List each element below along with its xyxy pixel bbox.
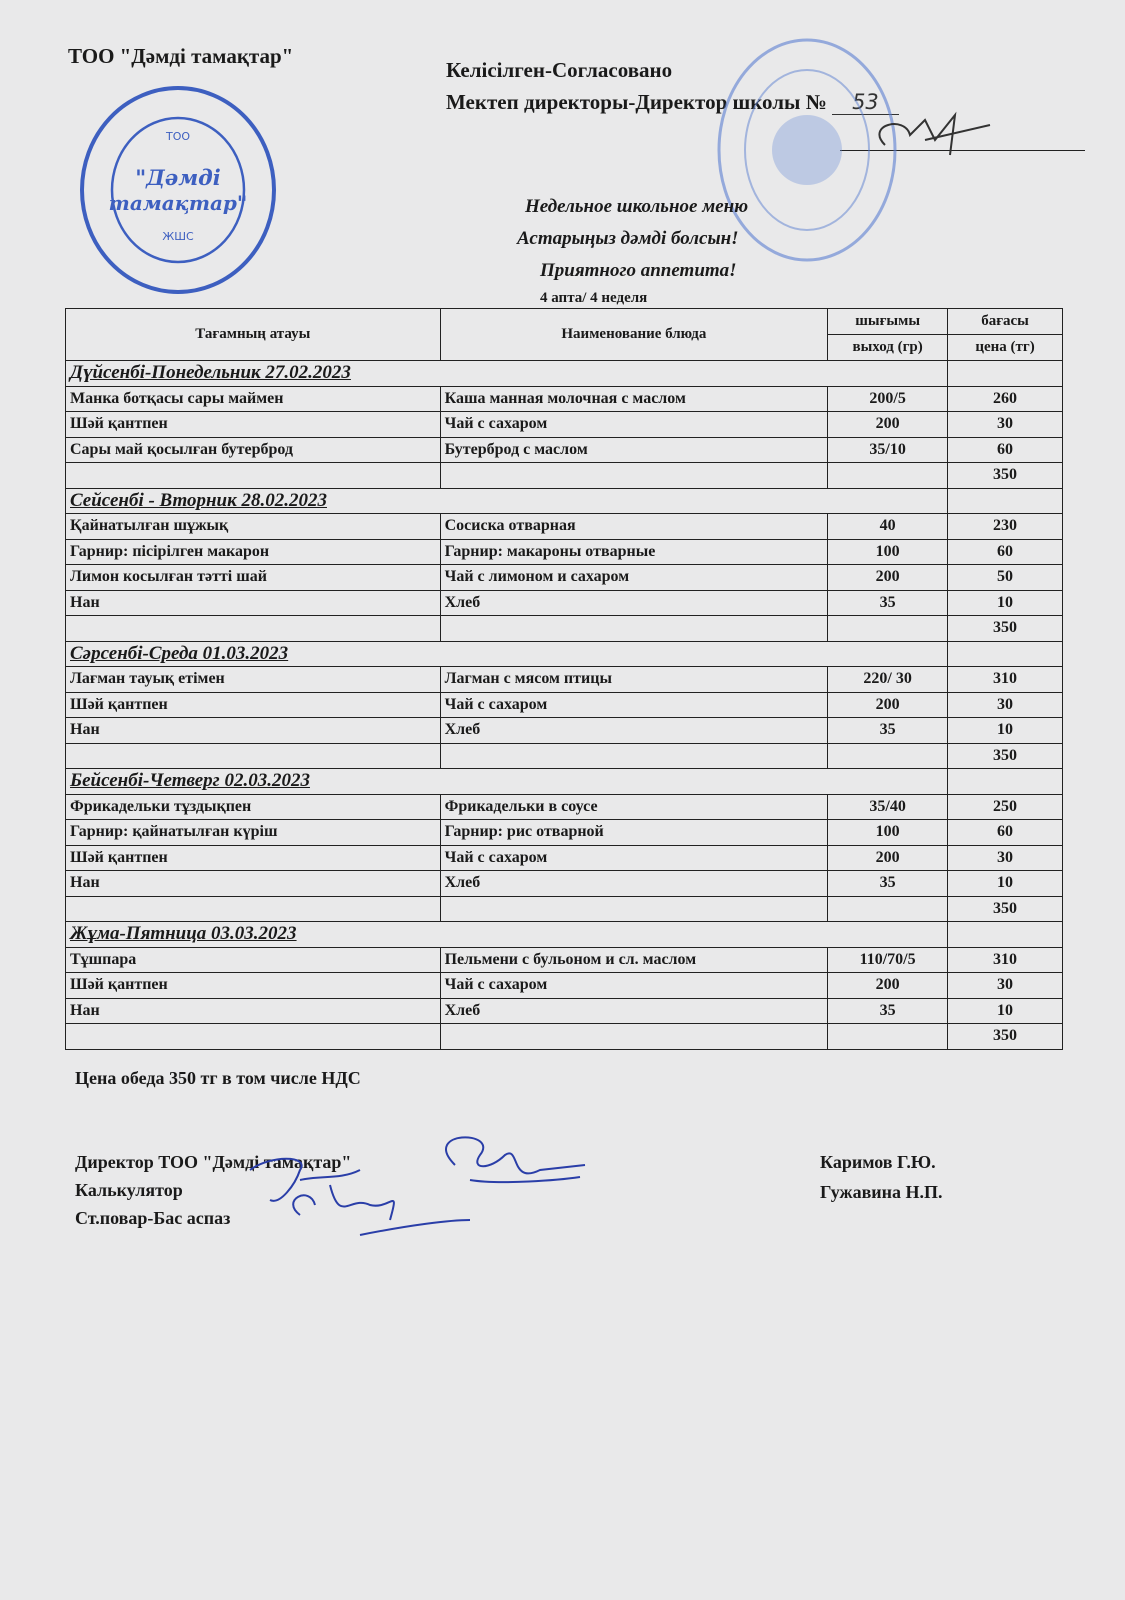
week-label: 4 апта/ 4 неделя bbox=[540, 290, 648, 306]
table-row bbox=[66, 437, 1063, 463]
dish-kz: Нан bbox=[66, 871, 441, 897]
day-title: Жұма-Пятница 03.03.2023 bbox=[70, 923, 297, 945]
price: 30 bbox=[948, 692, 1063, 718]
table-row bbox=[66, 386, 1063, 412]
table-row bbox=[66, 718, 1063, 744]
price: 60 bbox=[948, 539, 1063, 565]
dish-ru: Хлеб bbox=[440, 590, 828, 616]
price: 230 bbox=[948, 514, 1063, 540]
yield: 100 bbox=[828, 820, 948, 846]
col-dish-ru: Наименование блюда bbox=[440, 309, 828, 361]
table-row bbox=[66, 514, 1063, 540]
price: 30 bbox=[948, 845, 1063, 871]
total-row bbox=[66, 896, 1063, 922]
day-row bbox=[66, 361, 1063, 387]
price: 60 bbox=[948, 820, 1063, 846]
total-row bbox=[66, 1024, 1063, 1050]
table-row bbox=[66, 871, 1063, 897]
svg-text:тамақтар": тамақтар" bbox=[108, 191, 248, 215]
dish-ru: Хлеб bbox=[440, 718, 828, 744]
dish-kz: Лағман тауық етімен bbox=[66, 667, 441, 693]
col-price-ru: цена (тг) bbox=[948, 335, 1063, 361]
table-row bbox=[66, 667, 1063, 693]
day-row bbox=[66, 922, 1063, 948]
day-title: Сәрсенбі-Среда 01.03.2023 bbox=[70, 642, 289, 664]
yield: 40 bbox=[828, 514, 948, 540]
dish-ru: Гарнир: макароны отварные bbox=[440, 539, 828, 565]
price: 10 bbox=[948, 998, 1063, 1024]
total-row bbox=[66, 463, 1063, 489]
total-row bbox=[66, 743, 1063, 769]
price: 10 bbox=[948, 871, 1063, 897]
dish-kz: Нан bbox=[66, 590, 441, 616]
dish-kz: Манка ботқасы сары маймен bbox=[66, 386, 441, 412]
day-total: 350 bbox=[948, 743, 1063, 769]
col-dish-kz: Тағамның атауы bbox=[66, 309, 441, 361]
price: 50 bbox=[948, 565, 1063, 591]
svg-text:ТОО: ТОО bbox=[165, 130, 191, 143]
yield: 200/5 bbox=[828, 386, 948, 412]
price: 60 bbox=[948, 437, 1063, 463]
day-total: 350 bbox=[948, 896, 1063, 922]
dish-ru: Хлеб bbox=[440, 998, 828, 1024]
table-row bbox=[66, 539, 1063, 565]
dish-kz: Шәй қантпен bbox=[66, 692, 441, 718]
table-row bbox=[66, 820, 1063, 846]
calculator-name: Гужавина Н.П. bbox=[820, 1182, 943, 1202]
svg-text:"Дәмді: "Дәмді bbox=[135, 165, 221, 190]
svg-text:ЖШС: ЖШС bbox=[162, 230, 194, 243]
company-name: ТОО "Дәмді тамақтар" bbox=[68, 44, 294, 68]
dish-ru: Чай с лимоном и сахаром bbox=[440, 565, 828, 591]
dish-ru: Хлеб bbox=[440, 871, 828, 897]
yield: 35 bbox=[828, 998, 948, 1024]
footer-signatures bbox=[240, 1125, 640, 1245]
table-row bbox=[66, 565, 1063, 591]
dish-kz: Шәй қантпен bbox=[66, 412, 441, 438]
dish-ru: Чай с сахаром bbox=[440, 692, 828, 718]
day-title: Сейсенбі - Вторник 28.02.2023 bbox=[70, 489, 327, 511]
yield: 35/40 bbox=[828, 794, 948, 820]
price: 310 bbox=[948, 667, 1063, 693]
yield: 35 bbox=[828, 718, 948, 744]
price: 10 bbox=[948, 590, 1063, 616]
school-number: 53 bbox=[832, 90, 899, 115]
yield: 200 bbox=[828, 565, 948, 591]
col-price-kz: бағасы bbox=[948, 309, 1063, 335]
dish-kz: Лимон косылған тәтті шай bbox=[66, 565, 441, 591]
dish-kz: Нан bbox=[66, 998, 441, 1024]
yield: 220/ 30 bbox=[828, 667, 948, 693]
day-total: 350 bbox=[948, 616, 1063, 642]
dish-ru: Чай с сахаром bbox=[440, 973, 828, 999]
chef-label: Ст.повар-Бас аспаз bbox=[75, 1208, 231, 1228]
yield: 35 bbox=[828, 590, 948, 616]
greeting-kz: Астарыңыз дәмді болсын! bbox=[517, 228, 739, 249]
day-row bbox=[66, 769, 1063, 795]
dish-kz: Тұшпара bbox=[66, 947, 441, 973]
dish-kz: Фрикадельки тұздықпен bbox=[66, 794, 441, 820]
dish-ru: Бутерброд с маслом bbox=[440, 437, 828, 463]
yield: 200 bbox=[828, 973, 948, 999]
price: 310 bbox=[948, 947, 1063, 973]
director-label: Мектеп директоры-Директор школы № bbox=[446, 90, 827, 114]
yield: 35 bbox=[828, 871, 948, 897]
director-name: Каримов Г.Ю. bbox=[820, 1152, 936, 1172]
agreed-label: Келісілген-Согласовано bbox=[446, 58, 673, 82]
dish-ru: Чай с сахаром bbox=[440, 845, 828, 871]
day-title: Дүйсенбі-Понедельник 27.02.2023 bbox=[70, 362, 351, 384]
greeting-ru: Приятного аппетита! bbox=[540, 260, 737, 281]
yield: 200 bbox=[828, 845, 948, 871]
table-row bbox=[66, 973, 1063, 999]
director-label: Директор ТОО "Дәмді тамақтар" bbox=[75, 1152, 352, 1172]
dish-kz: Қайнатылған шұжық bbox=[66, 514, 441, 540]
table-row bbox=[66, 998, 1063, 1024]
table-row bbox=[66, 692, 1063, 718]
dish-ru: Каша манная молочная с маслом bbox=[440, 386, 828, 412]
price-note: Цена обеда 350 тг в том числе НДС bbox=[75, 1068, 361, 1088]
price: 30 bbox=[948, 973, 1063, 999]
table-row bbox=[66, 947, 1063, 973]
menu-title: Недельное школьное меню bbox=[525, 196, 749, 217]
day-title: Бейсенбі-Четверг 02.03.2023 bbox=[70, 770, 310, 792]
dish-ru: Лагман с мясом птицы bbox=[440, 667, 828, 693]
day-row bbox=[66, 641, 1063, 667]
dish-ru: Фрикадельки в соусе bbox=[440, 794, 828, 820]
table-row bbox=[66, 590, 1063, 616]
day-total: 350 bbox=[948, 463, 1063, 489]
dish-ru: Гарнир: рис отварной bbox=[440, 820, 828, 846]
dish-kz: Гарнир: қайнатылған күріш bbox=[66, 820, 441, 846]
price: 30 bbox=[948, 412, 1063, 438]
menu-table bbox=[65, 308, 1063, 1050]
col-yield-kz: шығымы bbox=[828, 309, 948, 335]
director-signature bbox=[865, 105, 995, 165]
col-yield-ru: выход (гр) bbox=[828, 335, 948, 361]
company-stamp bbox=[78, 85, 278, 295]
dish-ru: Чай с сахаром bbox=[440, 412, 828, 438]
calculator-label: Калькулятор bbox=[75, 1180, 183, 1200]
dish-kz: Гарнир: пісірілген макарон bbox=[66, 539, 441, 565]
total-row bbox=[66, 616, 1063, 642]
yield: 35/10 bbox=[828, 437, 948, 463]
table-row bbox=[66, 794, 1063, 820]
yield: 200 bbox=[828, 412, 948, 438]
yield: 100 bbox=[828, 539, 948, 565]
day-row bbox=[66, 488, 1063, 514]
dish-kz: Нан bbox=[66, 718, 441, 744]
dish-ru: Пельмени с бульоном и сл. маслом bbox=[440, 947, 828, 973]
table-row bbox=[66, 845, 1063, 871]
yield: 110/70/5 bbox=[828, 947, 948, 973]
price: 250 bbox=[948, 794, 1063, 820]
price: 10 bbox=[948, 718, 1063, 744]
dish-kz: Шәй қантпен bbox=[66, 845, 441, 871]
table-row bbox=[66, 412, 1063, 438]
dish-kz: Шәй қантпен bbox=[66, 973, 441, 999]
yield: 200 bbox=[828, 692, 948, 718]
dish-kz: Сары май қосылған бутерброд bbox=[66, 437, 441, 463]
dish-ru: Сосиска отварная bbox=[440, 514, 828, 540]
day-total: 350 bbox=[948, 1024, 1063, 1050]
price: 260 bbox=[948, 386, 1063, 412]
